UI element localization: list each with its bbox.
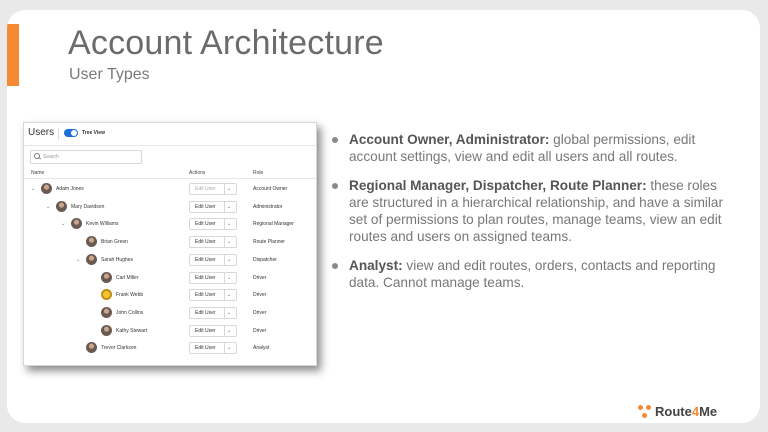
table-row[interactable] — [24, 304, 316, 322]
table-row[interactable] — [24, 269, 316, 287]
user-name: John Collins — [116, 309, 144, 316]
edit-user-button[interactable] — [189, 236, 237, 248]
bullet-dot — [332, 183, 338, 189]
search-input[interactable] — [30, 150, 142, 164]
user-name: Frank Webb — [116, 292, 144, 299]
bullet-heading: Account Owner, Administrator: — [349, 132, 550, 147]
user-role: Driver — [253, 309, 267, 316]
chevron-down-icon[interactable]: ⌄ — [227, 186, 232, 192]
button-divider — [224, 184, 225, 194]
button-divider — [224, 290, 225, 300]
table-row[interactable] — [24, 180, 316, 198]
users-panel-title: Users — [28, 127, 55, 138]
bullet-item — [332, 131, 732, 165]
bullet-heading: Analyst: — [349, 258, 403, 273]
user-name: Trevor Clarkson — [101, 345, 137, 352]
edit-user-button[interactable] — [189, 183, 237, 195]
table-row[interactable] — [24, 339, 316, 357]
edit-user-label: Edit User — [195, 292, 216, 299]
chevron-down-icon[interactable]: ⌄ — [227, 327, 232, 334]
edit-user-label: Edit User — [195, 203, 216, 210]
button-divider — [224, 273, 225, 283]
user-name: Mary Davidson — [71, 203, 105, 210]
user-name: Adam Jones — [56, 186, 84, 192]
bullet-text: global permissions, edit account settings, view and edit all users and all routes. — [349, 132, 696, 164]
bullet-dot — [332, 137, 338, 143]
chevron-down-icon[interactable]: ⌄ — [227, 256, 232, 263]
expand-chevron-icon[interactable]: ⌄ — [46, 203, 51, 210]
column-header-name[interactable]: Name — [31, 170, 45, 176]
chevron-down-icon[interactable]: ⌄ — [227, 239, 232, 246]
person-avatar-icon — [41, 183, 52, 194]
bullet-dot — [332, 263, 338, 269]
accent-bar — [7, 24, 19, 86]
logo-text: Route4Me — [655, 404, 718, 419]
search-icon — [34, 153, 40, 159]
expand-chevron-icon[interactable]: ⌄ — [31, 186, 36, 192]
edit-user-button[interactable] — [189, 289, 237, 301]
user-role: Regional Manager — [253, 221, 294, 228]
chevron-down-icon[interactable]: ⌄ — [227, 274, 232, 281]
person-avatar-icon — [101, 307, 112, 318]
user-role: Driver — [253, 292, 267, 299]
user-role: Driver — [253, 274, 267, 281]
money-bag-avatar-icon — [101, 289, 112, 300]
header-divider-line — [24, 178, 316, 179]
user-role: Administrator — [253, 203, 283, 210]
edit-user-label: Edit User — [195, 345, 216, 352]
user-name: Kevin Williams — [86, 221, 119, 228]
chevron-down-icon[interactable]: ⌄ — [227, 309, 232, 316]
slide-subtitle: User Types — [69, 66, 150, 83]
edit-user-label: Edit User — [195, 309, 216, 316]
user-name: Brian Green — [101, 239, 128, 246]
edit-user-button[interactable] — [189, 201, 237, 213]
edit-user-label: Edit User — [195, 239, 216, 246]
person-avatar-icon — [101, 325, 112, 336]
table-row[interactable] — [24, 322, 316, 340]
bullet-item — [332, 257, 732, 291]
expand-chevron-icon[interactable]: ⌄ — [76, 256, 81, 263]
bullet-list — [332, 131, 732, 303]
search-placeholder: Search — [43, 154, 59, 160]
expand-chevron-icon[interactable]: ⌄ — [61, 221, 66, 228]
user-name: Sarah Hughes — [101, 256, 133, 263]
toggle-knob — [71, 130, 77, 136]
bullet-item — [332, 177, 732, 245]
edit-user-button[interactable] — [189, 325, 237, 337]
user-role: Dispatcher — [253, 256, 277, 263]
edit-user-button[interactable] — [189, 254, 237, 266]
edit-user-button[interactable] — [189, 342, 237, 354]
person-avatar-icon — [101, 272, 112, 283]
user-role: Route Planner — [253, 239, 285, 246]
table-row[interactable] — [24, 198, 316, 216]
slide — [7, 10, 760, 423]
user-role: Account Owner — [253, 186, 288, 192]
chevron-down-icon[interactable]: ⌄ — [227, 292, 232, 299]
table-row[interactable] — [24, 251, 316, 269]
bullet-text: these roles are structured in a hierarchical relationship, and have a similar set of permissions to plan routes, manage teams, view an edit routes and users on assigned teams. — [349, 178, 724, 244]
users-panel-screenshot — [23, 122, 317, 366]
person-avatar-icon — [86, 342, 97, 353]
table-row[interactable] — [24, 233, 316, 251]
edit-user-label: Edit User — [195, 186, 216, 192]
bullet-text: view and edit routes, orders, contacts and reporting data. Cannot manage teams. — [349, 258, 716, 290]
user-name: Carl Miller — [116, 274, 139, 281]
person-avatar-icon — [86, 254, 97, 265]
user-name: Kathy Stewart — [116, 327, 148, 334]
chevron-down-icon[interactable]: ⌄ — [227, 221, 232, 228]
header-divider — [58, 128, 59, 140]
edit-user-label: Edit User — [195, 327, 216, 334]
chevron-down-icon[interactable]: ⌄ — [227, 203, 232, 210]
column-header-role[interactable]: Role — [253, 170, 264, 176]
table-row[interactable] — [24, 286, 316, 304]
person-avatar-icon — [56, 201, 67, 212]
button-divider — [224, 343, 225, 353]
column-header-actions: Actions — [189, 170, 206, 176]
users-panel-header — [24, 123, 316, 146]
button-divider — [224, 202, 225, 212]
tree-view-label: Tree View — [82, 130, 105, 136]
chevron-down-icon[interactable]: ⌄ — [227, 345, 232, 352]
button-divider — [224, 219, 225, 229]
button-divider — [224, 326, 225, 336]
button-divider — [224, 308, 225, 318]
table-row[interactable] — [24, 215, 316, 233]
edit-user-button[interactable] — [189, 218, 237, 230]
edit-user-label: Edit User — [195, 256, 216, 263]
edit-user-label: Edit User — [195, 274, 216, 281]
button-divider — [224, 237, 225, 247]
bullet-heading: Regional Manager, Dispatcher, Route Planner: — [349, 178, 647, 193]
tree-view-toggle[interactable] — [64, 129, 78, 137]
person-avatar-icon — [86, 236, 97, 247]
person-avatar-icon — [71, 218, 82, 229]
edit-user-button[interactable] — [189, 272, 237, 284]
slide-title: Account Architecture — [68, 24, 384, 62]
route4me-logo-icon — [638, 405, 652, 419]
user-role: Analyst — [253, 345, 270, 352]
edit-user-button[interactable] — [189, 307, 237, 319]
button-divider — [224, 255, 225, 265]
user-role: Driver — [253, 327, 267, 334]
edit-user-label: Edit User — [195, 221, 216, 228]
